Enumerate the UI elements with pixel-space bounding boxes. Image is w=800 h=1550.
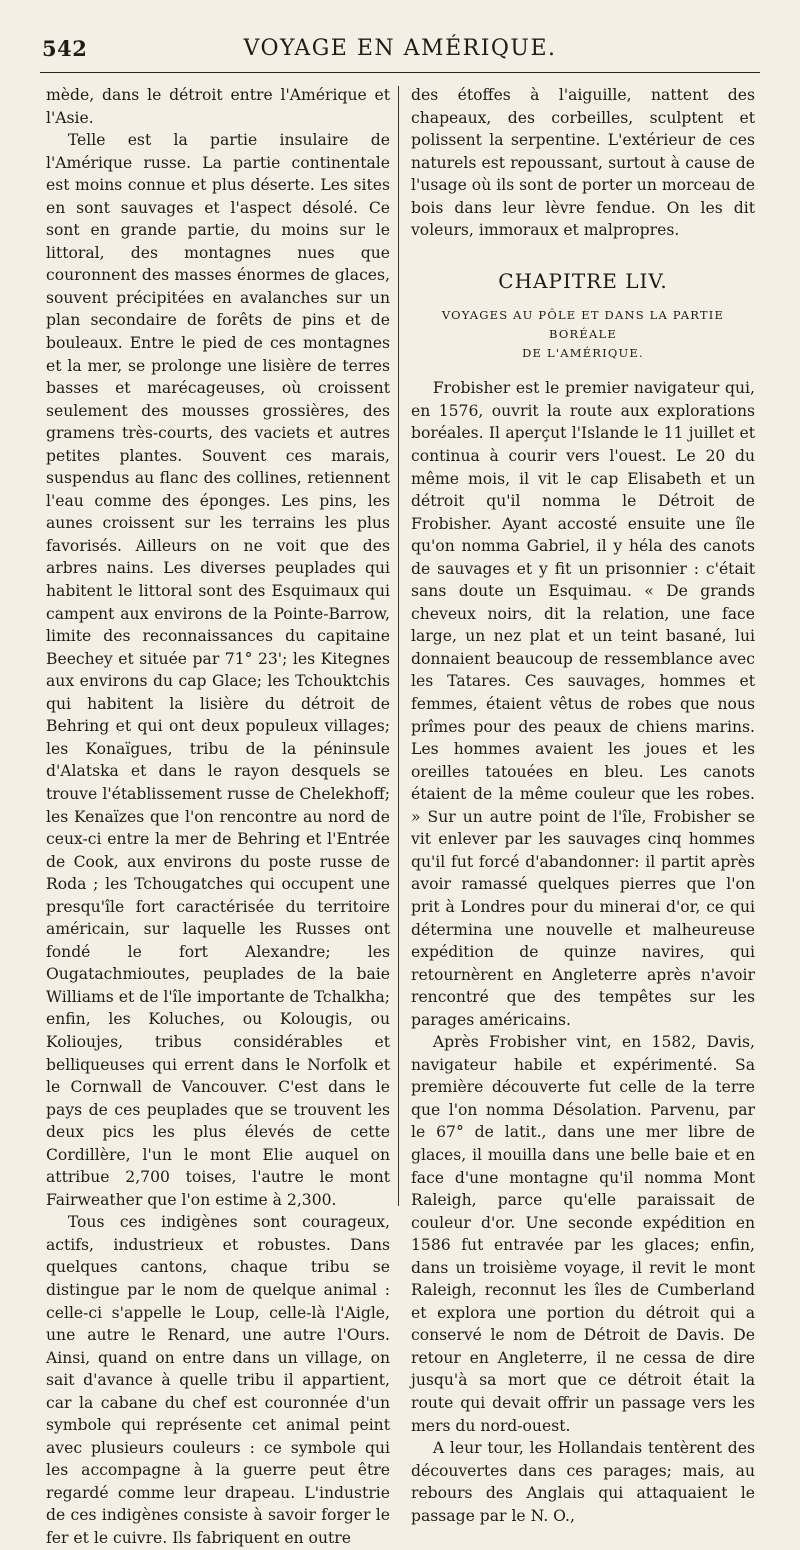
paragraph: Frobisher est le premier navigateur qui, en 1576, ouvrit la route aux explorations boréales. Il aperçut l'Islande le 11 juillet et continua à courir vers l'ouest. Le 20 du même mois, il vit le cap Elisabeth et un détroit qu'il nomma le Détroit de Frobisher. Ayant accosté ensuite une île qu'on nomma Gabriel, il y héla des canots de sauvages et y fit un prisonnier : c'était sans doute un Esquimau. « De grands cheveux noirs, dit la relation, une face large, un nez plat et un teint basané, lui donnaient beaucoup de ressemblance avec les Tatares. Ces sauvages, hommes et femmes, étaient vêtus de robes que nous prîmes pour des peaux de chiens marins. Les hommes avaient les joues et les oreilles tatouées en bleu. Les canots étaient de la même couleur que les robes. » Sur un autre point de l'île, Frobisher se vit enlever par les sauvages cinq hommes qu'il fut forcé d'abandonner: il partit après avoir ramassé quelques pierres que l'on prit à Londres pour du minerai d'or, ce qui détermina une nouvelle et malheureuse expédition de quinze navires, qui retournèrent en Angleterre après n'avoir rencontré que des tempêtes sur les parages américains. <box>411 379 755 1029</box>
chapter-subtitle-line: DE L'AMÉRIQUE. <box>522 346 644 361</box>
left-column <box>46 84 390 1550</box>
paragraph: A leur tour, les Hollandais tentèrent des découvertes dans ces parages; mais, au rebours des Anglais qui attaquaient le passage par le N. O., <box>411 1439 755 1525</box>
paragraph: Après Frobisher vint, en 1582, Davis, navigateur habile et expérimenté. Sa première découverte fut celle de la terre que l'on nomma Désolation. Parvenu, par le 67° de latit., dans une mer libre de glaces, il mouilla dans une belle baie et en face d'une montagne qu'il nomma Mont Raleigh, parce qu'elle paraissait de couleur d'or. Une seconde expédition en 1586 fut entravée par les glaces; enfin, dans un troisième voyage, il revit le mont Raleigh, reconnut les îles de Cumberland et explora une portion du détroit qui a conservé le nom de Détroit de Davis. De retour en Angleterre, il ne cessa de dire jusqu'à sa mort que ce détroit était la route qui devait offrir un passage vers les mers du nord-ouest. <box>411 1033 755 1435</box>
paragraph: des étoffes à l'aiguille, nattent des chapeaux, des corbeilles, sculptent et polissent la serpentine. L'extérieur de ces naturels est repoussant, surtout à cause de l'usage où ils sont de porter un morceau de bois dans leur lèvre fendue. On les dit voleurs, immoraux et malpropres. <box>411 86 755 240</box>
page-number: 542 <box>42 36 88 61</box>
chapter-subtitle-line: VOYAGES AU PÔLE ET DANS LA PARTIE BORÉALE <box>441 308 725 342</box>
column-divider <box>398 86 399 1206</box>
chapter-title: CHAPITRE LIV. <box>498 268 668 293</box>
page-header <box>40 28 760 73</box>
paragraph: mède, dans le détroit entre l'Amérique et l'Asie. <box>46 86 390 127</box>
paragraph: Telle est la partie insulaire de l'Amérique russe. La partie continentale est moins connue et plus déserte. Les sites en sont sauvages et l'aspect désolé. Ce sont en grande partie, du moins sur le littoral, des montagnes nues que couronnent des masses énormes de glaces, souvent précipitées en avalanches sur un plan secondaire de forêts de pins et de bouleaux. Entre le pied de ces montagnes et la mer, se prolonge une lisière de terres basses et marécageuses, où croissent seulement des mousses grossières, des gramens très-courts, des vaciets et autres petites plantes. Souvent ces marais, suspendus au flanc des collines, retiennent l'eau comme des éponges. Les pins, les aunes croissent sur les terrains les plus favorisés. Ailleurs on ne voit que des arbres nains. Les diverses peuplades qui habitent le littoral sont des Esquimaux qui campent aux environs de la Pointe-Barrow, limite des reconnaissances du capitaine Beechey et située par 71° 23'; les Kitegnes aux environs du cap Glace; les Tchouktchis qui habitent la lisière du détroit de Behring et qui ont deux populeux villages; les Konaïgues, tribu de la péninsule d'Alatska et dans le rayon desquels se trouve l'établissement russe de Chelekhoff; les Kenaïzes que l'on rencontre au nord de ceux-ci entre la mer de Behring et l'Entrée de Cook, aux environs du poste russe de Roda ; les Tchougatches qui occupent une presqu'île fort caractérisée du territoire américain, sur laquelle les Russes ont fondé le fort Alexandre; les Ougatachmioutes, peuplades de la baie Williams et de l'île importante de Tchalkha; enfin, les Koluches, ou Kolougis, ou Kolioujes, tribus considérables et belliqueuses qui errent dans le Norfolk et le Cornwall de Vancouver. C'est dans le pays de ces peuplades que se trouvent les deux pics les plus élevés de cette Cordillère, l'un le mont Elie auquel on attribue 2,700 toises, l'autre le mont Fairweather que l'on estime à 2,300. <box>46 131 390 1209</box>
paragraph: Tous ces indigènes sont courageux, actifs, industrieux et robustes. Dans quelques cantons, chaque tribu se distingue par le nom de quelque animal : celle-ci s'appelle le Loup, celle-là l'Aigle, une autre le Renard, une autre l'Ours. Ainsi, quand on entre dans un village, on sait d'avance à quelle tribu il appartient, car la cabane du chef est couronnée d'un symbole qui représente cet animal peint avec plusieurs couleurs : ce symbole qui les accompagne à la guerre peut être regardé comme leur drapeau. L'industrie de ces indigènes consiste à savoir forger le fer et le cuivre. Ils fabriquent en outre <box>46 1213 390 1547</box>
right-column <box>411 84 755 1527</box>
running-title: VOYAGE EN AMÉRIQUE. <box>243 36 557 61</box>
chapter-subtitle <box>411 306 755 363</box>
